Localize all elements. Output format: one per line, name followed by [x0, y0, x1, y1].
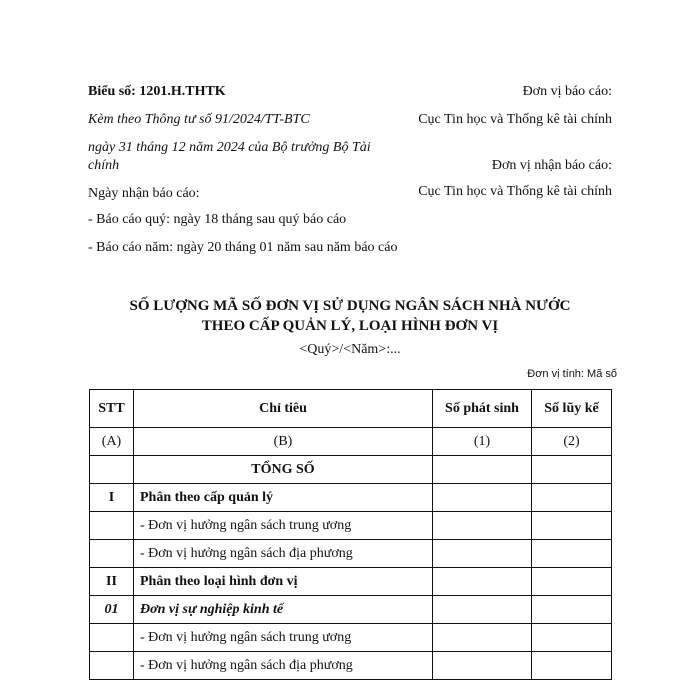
row-stt [90, 512, 134, 540]
row-label: - Đơn vị hưởng ngân sách trung ương [134, 624, 433, 652]
row-stt: II [90, 568, 134, 596]
code-b: (B) [134, 428, 433, 456]
table-row [90, 568, 612, 596]
row-label: - Đơn vị hưởng ngân sách địa phương [134, 652, 433, 680]
row-stt [90, 540, 134, 568]
report-table [89, 389, 612, 680]
table-row [90, 512, 612, 540]
row-arising-cell [433, 540, 532, 568]
table-row [90, 484, 612, 512]
row-cumulative-cell [532, 568, 612, 596]
row-stt: I [90, 484, 134, 512]
header-stt: STT [90, 390, 134, 428]
report-period: <Quý>/<Năm>:... [299, 342, 401, 357]
row-cumulative-cell [532, 540, 612, 568]
row-arising-cell [433, 512, 532, 540]
code-1: (1) [433, 428, 532, 456]
row-label: Phân theo loại hình đơn vị [134, 568, 433, 596]
table-row [90, 652, 612, 680]
row-arising-cell [433, 568, 532, 596]
form-number [88, 83, 408, 101]
receiving-unit-label: Đơn vị nhận báo cáo: [491, 158, 612, 173]
unit-of-measure: Đơn vị tính: Mã số [527, 368, 617, 380]
form-number-label: Biểu số: [88, 84, 136, 99]
table-row [90, 540, 612, 568]
row-arising-cell [433, 456, 532, 484]
table-code-row [90, 428, 612, 456]
report-title-line-1: SỐ LƯỢNG MÃ SỐ ĐƠN VỊ SỬ DỤNG NGÂN SÁCH NHÀ NƯỚC [129, 298, 571, 314]
row-label: Phân theo cấp quản lý [134, 484, 433, 512]
table-row [90, 624, 612, 652]
receive-date-label: Ngày nhận báo cáo: [88, 186, 200, 201]
row-cumulative-cell [532, 512, 612, 540]
header-indicator: Chỉ tiêu [134, 390, 433, 428]
row-cumulative-cell [532, 484, 612, 512]
attached-circular: Kèm theo Thông tư số 91/2024/TT-BTC [88, 112, 310, 127]
row-label-total: TỔNG SỐ [134, 456, 433, 484]
row-stt [90, 652, 134, 680]
row-label: - Đơn vị hưởng ngân sách trung ương [134, 512, 433, 540]
table-row [90, 596, 612, 624]
form-number-code: 1201.H.THTK [139, 84, 226, 99]
annual-deadline: - Báo cáo năm: ngày 20 tháng 01 năm sau năm báo cáo [88, 240, 398, 255]
reporting-unit: Cục Tin học và Thống kê tài chính [418, 112, 612, 127]
report-title-line-2: THEO CẤP QUẢN LÝ, LOẠI HÌNH ĐƠN VỊ [201, 318, 499, 334]
row-cumulative-cell [532, 596, 612, 624]
row-label: - Đơn vị hưởng ngân sách địa phương [134, 540, 433, 568]
circular-date: ngày 31 tháng 12 năm 2024 của Bộ trưởng Bộ Tài chính [88, 140, 371, 173]
row-stt [90, 456, 134, 484]
row-stt [90, 624, 134, 652]
reporting-unit-label: Đơn vị báo cáo: [522, 84, 612, 99]
row-arising-cell [433, 624, 532, 652]
row-cumulative-cell [532, 652, 612, 680]
row-label: Đơn vị sự nghiệp kinh tế [134, 596, 433, 624]
row-arising-cell [433, 652, 532, 680]
row-cumulative-cell [532, 456, 612, 484]
code-2: (2) [532, 428, 612, 456]
row-cumulative-cell [532, 624, 612, 652]
row-arising-cell [433, 484, 532, 512]
table-row [90, 456, 612, 484]
table-header-row [90, 390, 612, 428]
header-arising: Số phát sinh [433, 390, 532, 428]
row-stt: 01 [90, 596, 134, 624]
receiving-unit: Cục Tin học và Thống kê tài chính [418, 184, 612, 199]
code-a: (A) [90, 428, 134, 456]
quarterly-deadline: - Báo cáo quý: ngày 18 tháng sau quý báo cáo [88, 212, 347, 227]
header-cumulative: Số lũy kế [532, 390, 612, 428]
row-arising-cell [433, 596, 532, 624]
